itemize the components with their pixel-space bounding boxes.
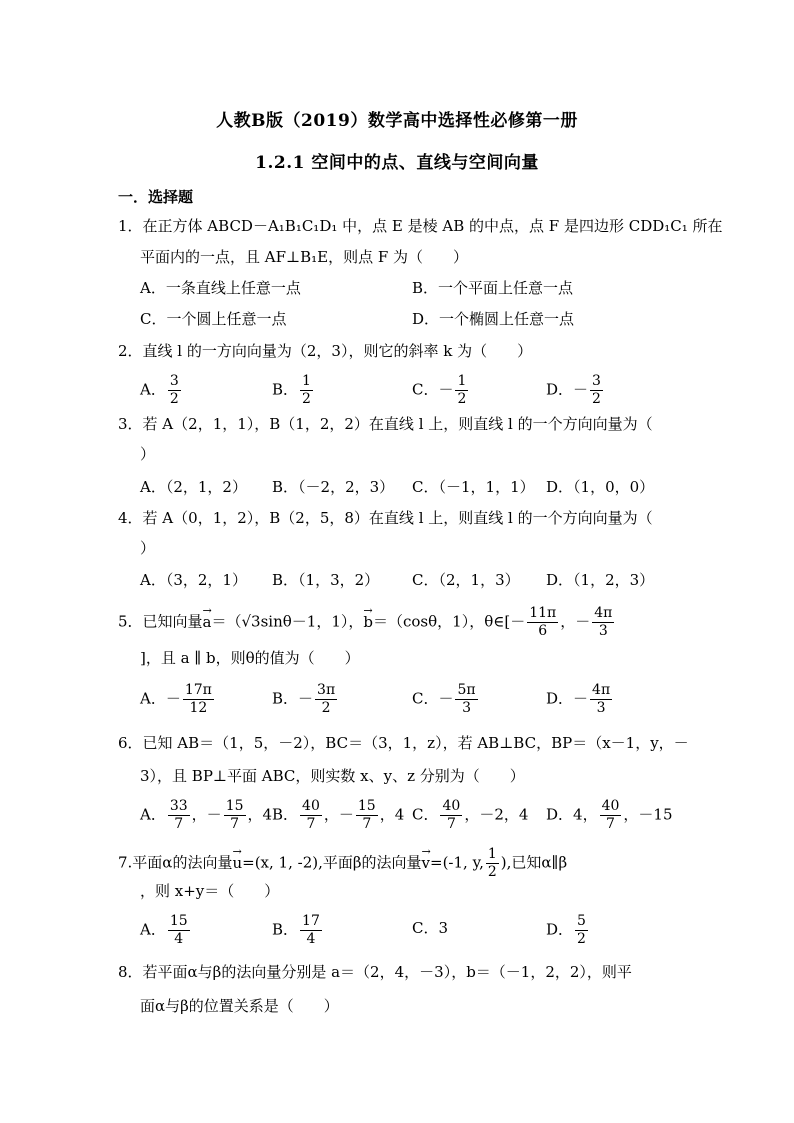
q7-d-label: D． xyxy=(546,920,574,939)
q5-mid3: ，－ xyxy=(560,612,591,631)
q3-option-d: D．（1，0，0） xyxy=(546,478,655,496)
q7-option-b xyxy=(272,913,324,948)
section-heading: 一．选择题 xyxy=(118,188,194,206)
q4-option-c: C．（2，1，3） xyxy=(412,571,520,589)
q5-option-a xyxy=(140,682,216,717)
q2-b-num: 1 xyxy=(302,373,311,389)
q2-c-fraction xyxy=(455,373,468,408)
q6-b-num2: 15 xyxy=(357,798,376,814)
q3-option-c: C．（－1，1，1） xyxy=(412,478,535,496)
q8-stem-line2: 面α与β的位置关系是（ ） xyxy=(140,997,339,1015)
q6-c-fraction xyxy=(440,798,462,833)
q5-a-num: 17π xyxy=(184,682,212,698)
q3-option-a: A．（2，1，2） xyxy=(140,478,247,496)
q5-frac2-den: 3 xyxy=(598,623,608,639)
q2-b-label: B． xyxy=(272,380,299,399)
q5-mid1: ＝（√3sinθ－1，1）， xyxy=(211,612,364,631)
q5-d-label: D．－ xyxy=(546,689,589,708)
q6-stem-line1: 6．已知 AB＝（1，5，－2），BC＝（3，1，z），若 AB⊥BC，BP＝（x－1，y，－ xyxy=(118,734,689,752)
q7-stem-line1 xyxy=(118,846,567,881)
q6-b-tail: ，4 xyxy=(379,805,405,824)
q4-option-d: D．（1，2，3） xyxy=(546,571,655,589)
q6-d-num: 40 xyxy=(601,798,620,814)
q7-stem-line2: ，则 x+y＝（ ） xyxy=(140,882,280,900)
q6-option-b xyxy=(272,798,404,833)
q7-a-fraction xyxy=(168,913,190,948)
q6-c-tail: ，－2，4 xyxy=(464,805,529,824)
q6-a-num1: 33 xyxy=(169,798,188,814)
q3-stem-line1: 3．若 A（2，1，1），B（1，2，2）在直线 l 上，则直线 l 的一个方向向量为（ xyxy=(118,415,653,433)
q1-stem-line1: 1．在正方体 ABCD－A₁B₁C₁D₁ 中，点 E 是棱 AB 的中点，点 F 是四边形 CDD₁C₁ 所在 xyxy=(118,217,723,235)
q1-option-b: B．一个平面上任意一点 xyxy=(412,279,574,297)
q7-mid1: =(x, 1, -2),平面β的法向量 xyxy=(242,853,422,872)
q7-a-num: 15 xyxy=(169,913,188,929)
q5-c-fraction xyxy=(455,682,477,717)
q5-stem-line1 xyxy=(118,605,616,640)
q2-d-label: D．－ xyxy=(546,380,589,399)
q5-prefix: 5．已知向量 xyxy=(118,612,203,631)
q6-option-c xyxy=(412,798,528,833)
q5-b-fraction xyxy=(315,682,337,717)
q6-option-d xyxy=(546,798,673,833)
q7-a-den: 4 xyxy=(174,931,184,947)
q6-a-den2: 7 xyxy=(230,816,240,832)
q2-option-d xyxy=(546,373,605,408)
q5-d-den: 3 xyxy=(596,700,606,716)
q7-frac-den: 2 xyxy=(487,864,497,880)
q7-fraction xyxy=(486,846,499,881)
q6-a-den1: 7 xyxy=(174,816,184,832)
q7-d-num: 5 xyxy=(577,913,586,929)
q6-d-fraction xyxy=(600,798,622,833)
q5-mid2: ＝（cosθ，1），θ∈[－ xyxy=(373,612,526,631)
q2-b-fraction xyxy=(300,373,313,408)
q5-frac1-den: 6 xyxy=(538,623,548,639)
q5-a-den: 12 xyxy=(189,700,208,716)
q7-b-num: 17 xyxy=(302,913,320,929)
q6-b-den2: 7 xyxy=(362,816,372,832)
q5-c-den: 3 xyxy=(462,700,471,716)
document-subtitle: 1.2.1 空间中的点、直线与空间向量 xyxy=(255,153,539,173)
q6-b-num1: 40 xyxy=(302,798,320,814)
q5-frac1-num: 11π xyxy=(529,605,557,621)
q6-b-mid: ，－ xyxy=(323,805,354,824)
q7-d-den: 2 xyxy=(577,931,586,947)
q2-c-den: 2 xyxy=(457,391,467,407)
q3-option-b: B．（－2，2，3） xyxy=(272,478,395,496)
q6-a-label: A． xyxy=(140,805,166,824)
q2-a-den: 2 xyxy=(169,391,179,407)
q2-a-fraction xyxy=(168,373,181,408)
q7-frac-num: 1 xyxy=(487,846,497,862)
q5-frac2 xyxy=(592,605,614,640)
q8-stem-line1: 8．若平面α与β的法向量分别是 a＝（2，4，－3），b＝（－1，2，2），则平 xyxy=(118,963,632,981)
q6-a-mid: ，－ xyxy=(191,805,222,824)
q3-stem-line2: ） xyxy=(140,445,156,463)
q6-b-fraction2 xyxy=(356,798,378,833)
q5-b-num: 3π xyxy=(317,682,336,698)
q5-a-label: A．－ xyxy=(140,689,181,708)
q7-option-c: C．3 xyxy=(412,919,449,937)
q2-d-num: 3 xyxy=(592,373,601,389)
q4-stem-line1: 4．若 A（0，1，2），B（2，5，8）在直线 l 上，则直线 l 的一个方向向量为（ xyxy=(118,509,653,527)
q5-c-num: 5π xyxy=(457,682,476,698)
q7-mid3: ),已知α∥β xyxy=(500,853,568,872)
q5-option-b xyxy=(272,682,339,717)
q1-option-d: D．一个椭圆上任意一点 xyxy=(412,310,575,328)
q2-c-num: 1 xyxy=(457,373,467,389)
q7-vector-u: → u xyxy=(232,853,242,873)
q1-option-a: A．一条直线上任意一点 xyxy=(140,279,301,297)
document-title: 人教B版（2019）数学高中选择性必修第一册 xyxy=(216,111,578,131)
q6-a-fraction2 xyxy=(224,798,246,833)
q5-b-label: B．－ xyxy=(272,689,314,708)
q6-b-fraction1 xyxy=(300,798,322,833)
q5-b-den: 2 xyxy=(321,700,331,716)
q2-c-label: C．－ xyxy=(412,380,454,399)
q6-d-den: 7 xyxy=(606,816,615,832)
q6-a-num2: 15 xyxy=(225,798,244,814)
q5-c-label: C．－ xyxy=(412,689,454,708)
q2-option-c xyxy=(412,373,470,408)
q2-option-b xyxy=(272,373,315,408)
q6-d-tail: ，－15 xyxy=(623,805,673,824)
q7-a-label: A． xyxy=(140,920,166,939)
q5-option-d xyxy=(546,682,614,717)
q5-d-fraction xyxy=(590,682,612,717)
q6-a-fraction1 xyxy=(168,798,190,833)
q6-c-den: 7 xyxy=(446,816,456,832)
q7-option-d xyxy=(546,913,590,948)
q5-vector-a: → a xyxy=(203,612,212,632)
q7-b-den: 4 xyxy=(306,931,316,947)
q4-stem-line2: ） xyxy=(140,539,156,557)
q2-d-den: 2 xyxy=(592,391,601,407)
q6-stem-line2: 3），且 BP⊥平面 ABC，则实数 x、y、z 分别为（ ） xyxy=(140,767,525,785)
q7-b-fraction xyxy=(300,913,322,948)
q2-option-a xyxy=(140,373,183,408)
q4-option-b: B．（1，3，2） xyxy=(272,571,380,589)
q2-a-label: A． xyxy=(140,380,166,399)
q6-a-tail: ，4 xyxy=(247,805,273,824)
q2-a-num: 3 xyxy=(169,373,179,389)
q2-b-den: 2 xyxy=(302,391,311,407)
q6-d-label: D．4， xyxy=(546,805,598,824)
q5-d-num: 4π xyxy=(592,682,611,698)
q7-mid2: =(-1, y, xyxy=(430,853,484,872)
q7-d-fraction xyxy=(575,913,588,948)
q6-b-den1: 7 xyxy=(306,816,316,832)
q5-option-c xyxy=(412,682,480,717)
q6-option-a xyxy=(140,798,272,833)
q7-vector-v: → v xyxy=(422,853,430,873)
q1-stem-line2: 平面内的一点，且 AF⊥B₁E，则点 F 为（ ） xyxy=(140,248,469,266)
q5-frac2-num: 4π xyxy=(594,605,613,621)
q5-frac1 xyxy=(527,605,558,640)
q7-prefix: 7.平面α的法向量 xyxy=(118,853,233,872)
q2-stem: 2．直线 l 的一方向向量为（2，3），则它的斜率 k 为（ ） xyxy=(118,342,533,360)
q5-stem-line2: ]，且 a ∥ b，则θ的值为（ ） xyxy=(140,649,360,667)
q7-option-a xyxy=(140,913,192,948)
q4-option-a: A．（3，2，1） xyxy=(140,571,247,589)
q7-b-label: B． xyxy=(272,920,299,939)
q2-d-fraction xyxy=(590,373,603,408)
q6-b-label: B． xyxy=(272,805,299,824)
q6-c-num: 40 xyxy=(442,798,461,814)
q5-a-fraction xyxy=(183,682,214,717)
q5-vector-b: → b xyxy=(363,612,373,632)
q1-option-c: C．一个圆上任意一点 xyxy=(140,310,287,328)
q6-c-label: C． xyxy=(412,805,439,824)
